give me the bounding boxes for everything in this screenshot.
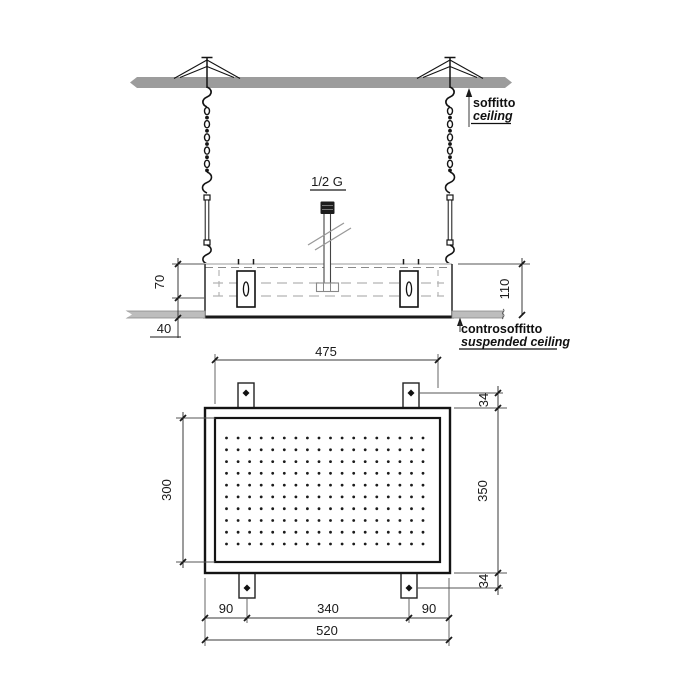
dim-110-label: 110 [497, 278, 512, 300]
chain-link [205, 169, 209, 173]
bracket-slot-right [406, 282, 411, 296]
nozzle-dot [375, 496, 378, 499]
nozzle-dot [410, 484, 413, 487]
suspended-break-right [503, 309, 504, 319]
nozzle-dot [271, 543, 274, 546]
nozzle-dot [318, 472, 321, 475]
section-view [124, 58, 570, 350]
nozzle-dot [271, 531, 274, 534]
nozzle-dot [248, 448, 251, 451]
nozzle-dot [306, 472, 309, 475]
nozzle-dot [364, 543, 367, 546]
nozzle-dot [318, 460, 321, 463]
nozzle-dot [422, 448, 425, 451]
nozzle-dot [237, 496, 240, 499]
chain-link [205, 147, 210, 154]
nozzle-dot [248, 484, 251, 487]
plan-inner-frame [215, 418, 440, 562]
nozzle-dot [283, 496, 286, 499]
chain-link [448, 147, 453, 154]
nozzle-dot [387, 484, 390, 487]
nozzle-dot [410, 507, 413, 510]
nozzle-dot [295, 472, 298, 475]
ceiling-slab [130, 77, 512, 88]
nozzle-dot [225, 543, 228, 546]
nozzle-dot [283, 543, 286, 546]
nozzle-dot [295, 496, 298, 499]
nozzle-dot [329, 543, 332, 546]
nozzle-dot [387, 531, 390, 534]
nozzle-dot [341, 472, 344, 475]
nozzle-dot [237, 460, 240, 463]
chain-link [448, 169, 452, 173]
nozzle-dot [248, 519, 251, 522]
nozzle-dot [364, 496, 367, 499]
nozzle-dot [248, 496, 251, 499]
nozzle-dot [318, 519, 321, 522]
nozzle-dot [271, 496, 274, 499]
nozzle-dot [248, 531, 251, 534]
nozzle-dot [329, 531, 332, 534]
nozzle-dot [329, 496, 332, 499]
nozzle-dot [260, 519, 263, 522]
nozzle-dot [422, 519, 425, 522]
nozzle-dot [364, 472, 367, 475]
nozzle-dot [271, 519, 274, 522]
chain-link [205, 160, 210, 167]
nozzle-dot [341, 437, 344, 440]
nozzle-dot [260, 531, 263, 534]
nozzle-dot [341, 507, 344, 510]
nozzle-dot [306, 460, 309, 463]
nozzle-dot [248, 437, 251, 440]
nozzle-dot [225, 484, 228, 487]
nozzle-dot [364, 519, 367, 522]
nozzle-dot [341, 496, 344, 499]
nozzle-dot [341, 531, 344, 534]
nozzle-dot [225, 519, 228, 522]
ceiling-label-en: ceiling [473, 109, 513, 123]
nozzle-dot [341, 448, 344, 451]
nozzle-dot [237, 437, 240, 440]
nozzle-dot [248, 472, 251, 475]
nozzle-dot [260, 496, 263, 499]
nozzle-dot [352, 437, 355, 440]
chain-link [205, 121, 210, 128]
nozzle-dot [341, 543, 344, 546]
nozzle-dot [329, 437, 332, 440]
nozzle-dot [225, 496, 228, 499]
nozzle-dot [352, 519, 355, 522]
dim-340-label: 340 [317, 601, 339, 616]
nozzle-dot [329, 484, 332, 487]
nozzle-dot [387, 460, 390, 463]
nozzle-dot [399, 531, 402, 534]
nozzle-dot [225, 448, 228, 451]
nozzle-dot [237, 484, 240, 487]
nozzle-dot [260, 437, 263, 440]
connection-label: 1/2 G [311, 174, 343, 189]
chain-link [448, 160, 453, 167]
nozzle-dot [237, 531, 240, 534]
nozzle-dot [399, 472, 402, 475]
nozzle-dot [306, 531, 309, 534]
nozzle-dot [283, 519, 286, 522]
nozzle-dot [306, 448, 309, 451]
nozzle-dot [364, 460, 367, 463]
suspended-label-en: suspended ceiling [461, 335, 571, 349]
nozzle-dot [306, 543, 309, 546]
nozzle-dot [237, 472, 240, 475]
nozzle-dot [295, 448, 298, 451]
nozzle-dot [283, 460, 286, 463]
nozzle-dot [295, 484, 298, 487]
nozzle-dot [260, 448, 263, 451]
nozzle-dot [295, 543, 298, 546]
ceiling-break-left [130, 77, 137, 88]
suspension-chain-right [446, 87, 455, 264]
nozzle-dot [271, 484, 274, 487]
nozzle-dot [375, 543, 378, 546]
nozzle-dot [387, 519, 390, 522]
chain-link [205, 129, 209, 133]
nozzle-dot [375, 437, 378, 440]
nozzle-dot [271, 472, 274, 475]
nozzle-dot [375, 472, 378, 475]
nozzle-dot [295, 507, 298, 510]
nozzle-dot [422, 531, 425, 534]
dim-90-right-label: 90 [421, 601, 437, 616]
dim-90-left-label: 90 [218, 601, 234, 616]
nozzle-dot [399, 484, 402, 487]
nozzle-dot [399, 507, 402, 510]
dim-520-label: 520 [316, 623, 338, 638]
nozzle-dot [318, 437, 321, 440]
nozzle-dot [422, 484, 425, 487]
ceiling-break-right [505, 77, 512, 88]
nozzle-dot [352, 448, 355, 451]
chain-link [205, 107, 210, 114]
nozzle-dot [410, 496, 413, 499]
suspended-ceiling-right [452, 311, 503, 318]
nozzle-dot [352, 460, 355, 463]
nozzle-dot [260, 460, 263, 463]
ceiling-callout [466, 88, 516, 127]
nozzle-dot [225, 437, 228, 440]
nozzle-dot [352, 472, 355, 475]
nozzle-dot [399, 543, 402, 546]
chain-link [448, 142, 452, 146]
nozzle-dot [271, 448, 274, 451]
nozzle-dot [375, 507, 378, 510]
nozzle-dot [318, 531, 321, 534]
nozzle-dot [283, 472, 286, 475]
nozzle-dot [283, 531, 286, 534]
nozzle-dot [318, 496, 321, 499]
nozzle-dot [306, 496, 309, 499]
chain-link [448, 134, 453, 141]
nozzle-dot [410, 437, 413, 440]
chain-link [205, 116, 209, 120]
nozzle-dot [237, 507, 240, 510]
s-hook [446, 172, 455, 193]
ceiling-label-it: soffitto [473, 96, 516, 110]
nozzle-dot [399, 448, 402, 451]
nozzle-dot [237, 519, 240, 522]
nozzle-dot [375, 460, 378, 463]
hook-top [203, 87, 211, 107]
pipe-flange [317, 283, 339, 292]
dim-34-top-label: 34 [476, 392, 491, 408]
pipe-nut [321, 202, 335, 215]
nozzle-dot [422, 496, 425, 499]
nozzle-dot [364, 507, 367, 510]
nozzle-dot [225, 460, 228, 463]
nozzle-dot [283, 437, 286, 440]
dim-350-label: 350 [475, 480, 490, 502]
nozzle-dot [341, 460, 344, 463]
nozzle-dot [271, 437, 274, 440]
nozzle-dot [364, 437, 367, 440]
turnbuckle-end [447, 240, 453, 245]
nozzle-dot [260, 507, 263, 510]
nozzle-dot [422, 507, 425, 510]
suspended-label-it: controsoffitto [461, 322, 543, 336]
dim-300-label: 300 [159, 479, 174, 501]
dim-70-label: 70 [152, 274, 167, 290]
nozzle-dot [248, 460, 251, 463]
nozzle-dot [387, 496, 390, 499]
nozzle-dot [237, 543, 240, 546]
nozzle-dot [237, 448, 240, 451]
nozzle-dot [329, 448, 332, 451]
nozzle-dot [341, 484, 344, 487]
dim-40-label: 40 [156, 321, 172, 336]
nozzle-dot [399, 460, 402, 463]
nozzle-dot [375, 484, 378, 487]
nozzle-dot [306, 484, 309, 487]
nozzle-dot [364, 484, 367, 487]
nozzle-dot [387, 543, 390, 546]
turnbuckle-rod [448, 200, 452, 240]
nozzle-dot [283, 507, 286, 510]
dim-34-bottom-label: 34 [476, 573, 491, 589]
nozzle-dot [306, 519, 309, 522]
nozzle-dot [341, 519, 344, 522]
nozzle-dot [422, 472, 425, 475]
nozzle-dot [306, 507, 309, 510]
chain-link [205, 142, 209, 146]
nozzle-dot [410, 472, 413, 475]
chain-link [448, 155, 452, 159]
nozzle-dot [318, 484, 321, 487]
hook-bottom [203, 245, 211, 264]
suspended-callout [457, 318, 570, 350]
ceiling-callout-arrow [466, 88, 472, 97]
nozzle-dot [295, 460, 298, 463]
nozzle-dot [399, 519, 402, 522]
chain-link [205, 155, 209, 159]
hook-bottom [446, 245, 454, 264]
nozzle-dot [387, 472, 390, 475]
nozzle-dot [283, 448, 286, 451]
turnbuckle-end [204, 195, 210, 200]
nozzle-dot [352, 543, 355, 546]
nozzle-dot [375, 519, 378, 522]
nozzle-dot [387, 448, 390, 451]
nozzle-dot [364, 448, 367, 451]
suspension-chain-left [203, 87, 212, 264]
nozzle-dot [410, 519, 413, 522]
nozzle-dot [225, 507, 228, 510]
nozzle-dot [422, 460, 425, 463]
chain-link [205, 134, 210, 141]
s-hook [203, 172, 212, 193]
nozzle-dot [260, 472, 263, 475]
turnbuckle-rod [205, 200, 209, 240]
nozzle-dot [399, 437, 402, 440]
nozzle-dot [271, 460, 274, 463]
suspended-ceiling-left [125, 311, 205, 318]
nozzle-dot [352, 496, 355, 499]
nozzle-dot [410, 460, 413, 463]
nozzle-dot [295, 519, 298, 522]
chain-link [448, 116, 452, 120]
nozzle-dot [329, 519, 332, 522]
nozzle-dot [364, 531, 367, 534]
nozzle-dot [295, 531, 298, 534]
nozzle-dot [329, 460, 332, 463]
nozzle-dot [248, 507, 251, 510]
nozzle-dot [410, 543, 413, 546]
chain-link [448, 121, 453, 128]
nozzle-dot [318, 448, 321, 451]
nozzle-dot [399, 496, 402, 499]
nozzle-dot [248, 543, 251, 546]
nozzle-dot [375, 531, 378, 534]
nozzle-dot [329, 507, 332, 510]
nozzle-dot [352, 507, 355, 510]
chain-link [448, 129, 452, 133]
nozzle-dot [410, 531, 413, 534]
nozzle-dot [225, 531, 228, 534]
nozzle-dot [295, 437, 298, 440]
turnbuckle-end [204, 240, 210, 245]
hook-top [446, 87, 454, 107]
bracket-slot-left [243, 282, 248, 296]
nozzle-dot [352, 484, 355, 487]
nozzle-dot [306, 437, 309, 440]
dim-475-label: 475 [315, 344, 337, 359]
pipe-body [324, 214, 331, 283]
nozzle-dot [318, 543, 321, 546]
chain-link [448, 107, 453, 114]
nozzle-dot [283, 484, 286, 487]
nozzle-dot [318, 507, 321, 510]
nozzle-dot [260, 543, 263, 546]
plan-view [159, 344, 507, 646]
nozzle-dot [375, 448, 378, 451]
nozzle-dot [225, 472, 228, 475]
nozzle-dot [260, 484, 263, 487]
nozzle-dot [387, 507, 390, 510]
nozzle-dot [422, 437, 425, 440]
nozzle-dot [271, 507, 274, 510]
nozzle-dot [352, 531, 355, 534]
nozzle-dot [329, 472, 332, 475]
nozzle-dot [422, 543, 425, 546]
turnbuckle-end [447, 195, 453, 200]
nozzle-dot [387, 437, 390, 440]
nozzle-dot [410, 448, 413, 451]
